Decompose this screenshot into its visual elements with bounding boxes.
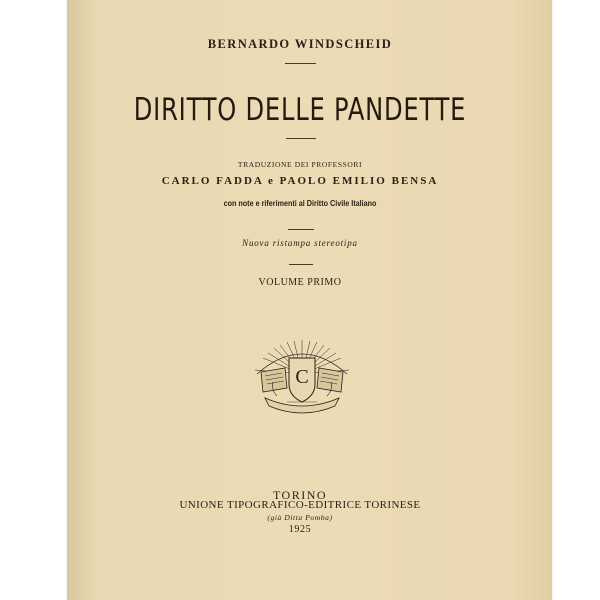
- publisher-emblem-icon: [247, 338, 357, 418]
- author-name: BERNARDO WINDSCHEID: [207, 37, 393, 51]
- translation-intro: TRADUZIONE DEI PROFESSORI: [237, 160, 363, 169]
- volume-label: VOLUME PRIMO: [258, 277, 342, 288]
- imprint-formerly: (già Ditta Pomba): [267, 513, 333, 522]
- divider: [286, 138, 316, 139]
- translators: CARLO FADDA e PAOLO EMILIO BENSA: [161, 175, 439, 187]
- imprint-city: TORINO: [272, 488, 328, 502]
- reprint-note: Nuova ristampa stereotipa: [242, 238, 358, 248]
- imprint-publisher: UNIONE TIPOGRAFICO-EDITRICE TORINESE: [179, 499, 421, 511]
- book-title: DIRITTO DELLE PANDETTE: [133, 92, 467, 128]
- imprint-year: 1925: [288, 524, 312, 535]
- svg-text:C: C: [295, 366, 309, 388]
- divider: [285, 63, 316, 64]
- divider: [288, 229, 314, 230]
- divider: [289, 264, 313, 265]
- notes-line: con note e riferimenti al Diritto Civile Italiano: [223, 199, 377, 208]
